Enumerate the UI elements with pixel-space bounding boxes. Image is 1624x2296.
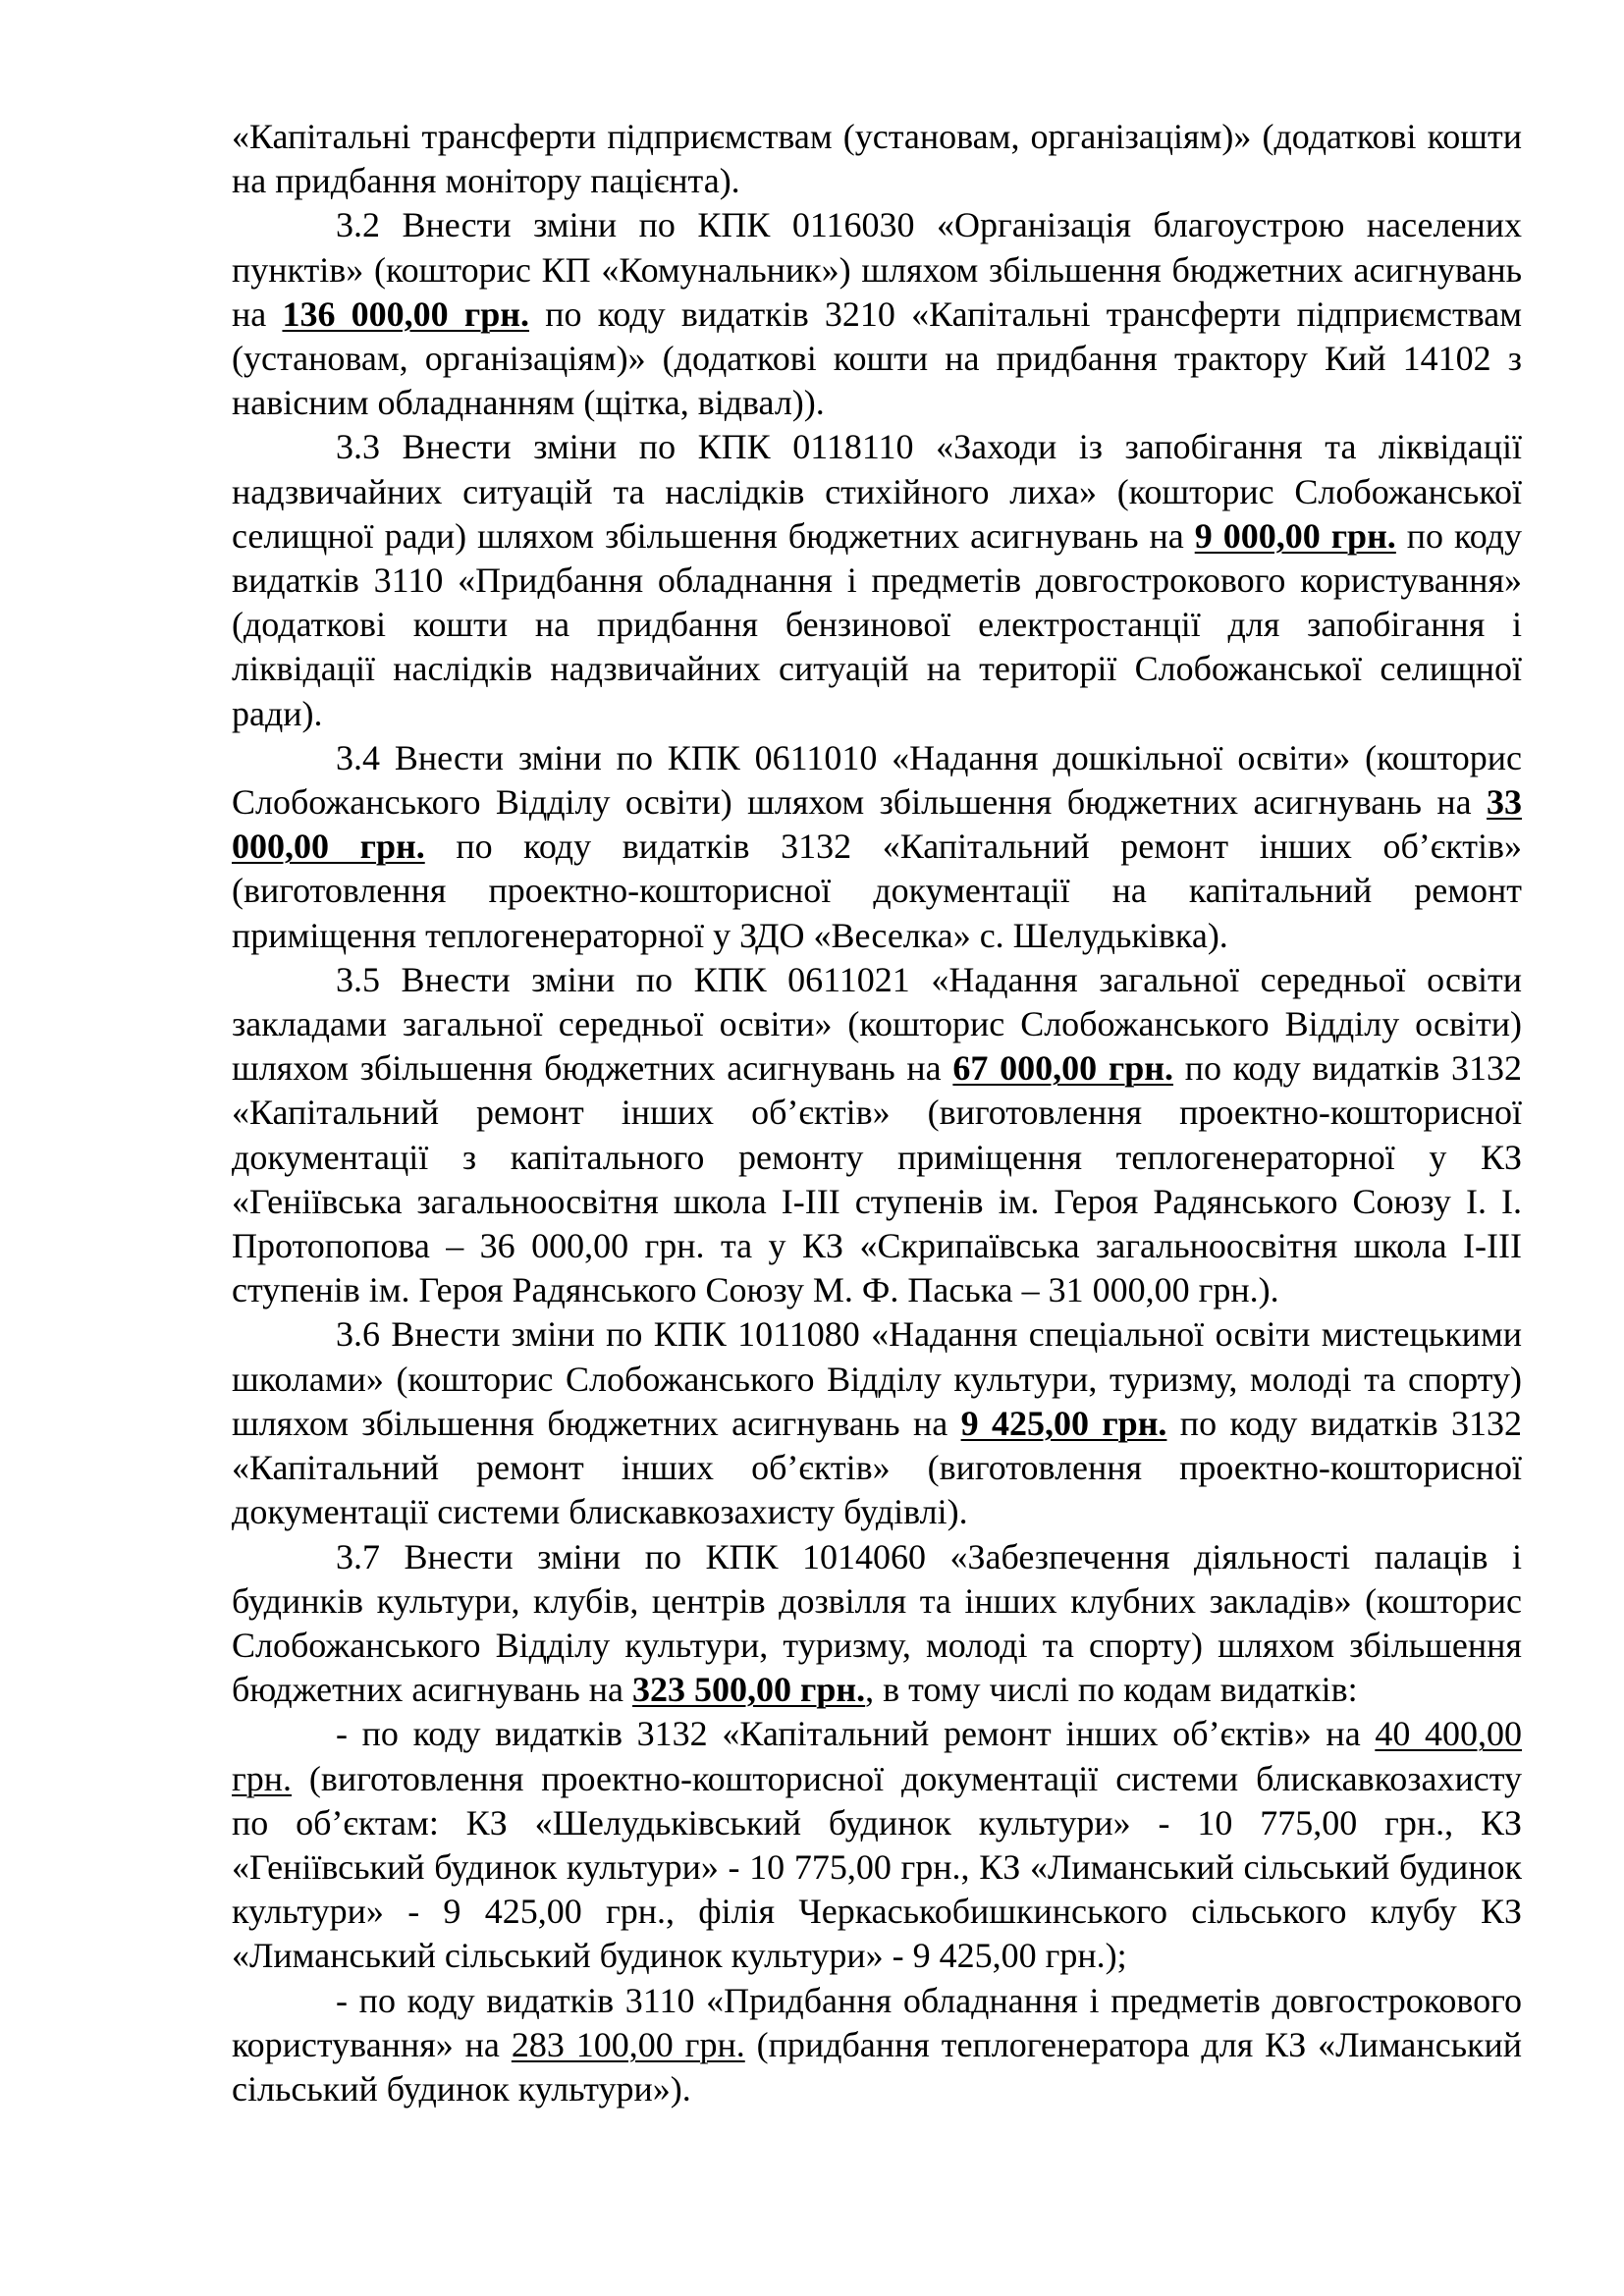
paragraph-p3-7 (232, 1535, 1522, 1713)
paragraph-text: 3.3 Внести зміни по КПК 0118110 «Заходи із запобігання та ліквідації надзвичайних ситуацій та наслідків стихійного лиха» (кошторис Слобожанської селищної ради) шляхом збільшення бюджетних асигнувань на (232, 427, 1522, 556)
paragraph-text: 3.4 Внести зміни по КПК 0611010 «Надання дошкільної освіти» (кошторис Слобожанського Відділу освіти) шляхом збільшення бюджетних асигнувань на (232, 737, 1522, 823)
paragraph-text: , в тому числі по кодам видатків: (865, 1670, 1358, 1710)
paragraph-p3-7a (232, 1712, 1522, 1978)
paragraph-text: по коду видатків 3132 «Капітальний ремонт інших об’єктів» (виготовлення проектно-кошторисної документації з капітального ремонту приміщення теплогенераторної у КЗ «Генiївська загальноосвітня школа І-ІІІ ступенів ім. Героя Радянського Союзу І. І. Протопопова – 36 000,00 грн. та у КЗ «Скрипаївська загальноосвітня школа І-ІІІ ступенів ім. Героя Радянського Союзу М. Ф. Паська – 31 000,00 грн.). (232, 1048, 1522, 1310)
paragraph-text: 3.7 Внести зміни по КПК 1014060 «Забезпечення діяльності палаців і будинків культури, клубів, центрів дозвілля та інших клубних закладів» (кошторис Слобожанського Відділу культури, туризму, молоді та спорту) шляхом збільшення бюджетних асигнувань на (232, 1536, 1522, 1710)
paragraph-text: по коду видатків 3132 «Капітальний ремонт інших об’єктів» (виготовлення проектно-кошторисної документації на капітальний ремонт приміщення теплогенераторної у ЗДО «Веселка» с. Шелудьківка). (232, 827, 1522, 955)
paragraph-p3-2 (232, 203, 1522, 425)
paragraph-text: (придбання теплогенератора для КЗ «Лиманський сільський будинок культури»). (232, 2024, 1523, 2109)
amount-highlight: 33 000,00 грн. (232, 782, 1522, 867)
paragraph-text: (виготовлення проектно-кошторисної документації системи блискавкозахисту по об’єктам: КЗ «Шелудьківський будинок культури» - 10 775,00 грн., КЗ «Генiївський будинок культури» - 10 775,00 грн., КЗ «Лиманський сільський будинок культури» - 9 425,00 грн., філія Черкаськобишкинського сільського клубу КЗ «Лиманський сільський будинок культури» - 9 425,00 грн.); (232, 1758, 1522, 1976)
paragraph-p3-4 (232, 736, 1522, 958)
paragraph-p0 (232, 115, 1522, 203)
paragraph-p3-5 (232, 958, 1522, 1313)
amount-highlight: 136 000,00 грн. (282, 294, 530, 334)
amount-underlined: 283 100,00 грн. (511, 2024, 745, 2064)
amount-highlight: 323 500,00 грн. (632, 1670, 866, 1710)
paragraph-text: 3.2 Внести зміни по КПК 0116030 «Організація благоустрою населених пунктів» (кошторис КП «Комунальник») шляхом збільшення бюджетних асигнувань на (232, 205, 1522, 334)
paragraph-text: по коду видатків 3210 «Капітальні трансферти підприємствам (установам, організаціям)» (додаткові кошти на придбання трактору Кий 14102 з навісним обладнанням (щітка, відвал)). (232, 294, 1522, 423)
amount-highlight: 9 000,00 грн. (1194, 515, 1396, 556)
paragraph-text: - по коду видатків 3110 «Придбання обладнання і предметів довгострокового користування» на (232, 1980, 1522, 2064)
paragraph-text: по коду видатків 3132 «Капітальний ремонт інших об’єктів» (виготовлення проектно-кошторисної документації системи блискавкозахисту будівлі). (232, 1403, 1522, 1532)
document-body (232, 115, 1522, 2111)
paragraph-p3-6 (232, 1312, 1522, 1534)
paragraph-text: по коду видатків 3110 «Придбання обладнання і предметів довгострокового користування» (додаткові кошти на придбання бензинової електростанції для запобігання і ліквідації наслідків надзвичайних ситуацій на території Слобожанської селищної ради). (232, 515, 1522, 733)
paragraph-text: «Капітальні трансферти підприємствам (установам, організаціям)» (додаткові кошти на придбання монітору пацієнта). (232, 117, 1522, 201)
paragraph-text: 3.5 Внести зміни по КПК 0611021 «Надання загальної середньої освіти закладами загальної середньої освіти» (кошторис Слобожанського Відділу освіти) шляхом збільшення бюджетних асигнувань на (232, 959, 1522, 1089)
paragraph-p3-3 (232, 425, 1522, 735)
paragraph-p3-7b (232, 1979, 1522, 2112)
amount-highlight: 9 425,00 грн. (960, 1403, 1167, 1443)
amount-highlight: 67 000,00 грн. (952, 1048, 1173, 1089)
paragraph-text: 3.6 Внести зміни по КПК 1011080 «Надання спеціальної освіти мистецькими школами» (кошторис Слобожанського Відділу культури, туризму, молоді та спорту) шляхом збільшення бюджетних асигнувань на (232, 1314, 1522, 1443)
amount-underlined: 40 400,00 грн. (232, 1714, 1523, 1798)
paragraph-text: - по коду видатків 3132 «Капітальний ремонт інших об’єктів» на (336, 1714, 1376, 1754)
